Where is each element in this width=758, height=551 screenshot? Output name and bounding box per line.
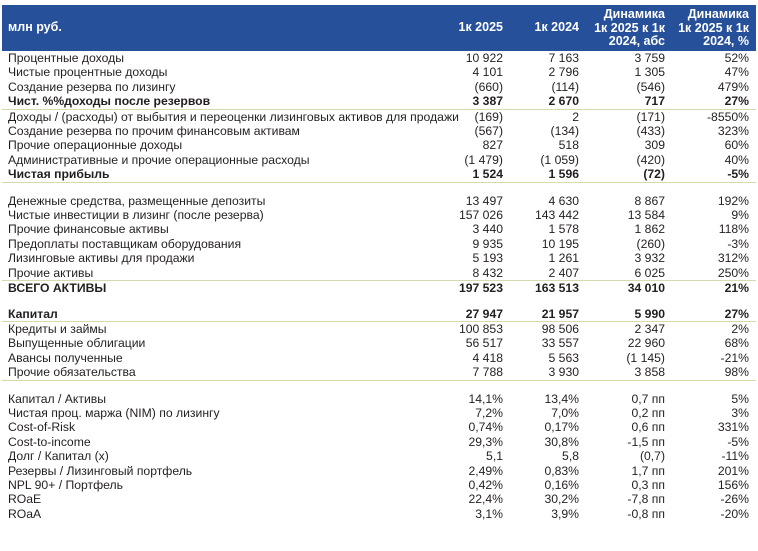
cell-q1-2025: 2,49% — [468, 463, 503, 478]
cell-delta-abs: 0,6 пп — [631, 420, 665, 435]
cell-delta-abs: 2 347 — [634, 321, 665, 336]
cell-delta-abs: -1,5 пп — [627, 434, 665, 449]
row-label: Cost-of-Risk — [8, 420, 76, 435]
row-label: Создание резерва по прочим финансовым активам — [8, 124, 300, 139]
header-col-q1-2024: 1к 2024 — [510, 5, 586, 51]
cell-delta-pct: 98% — [672, 365, 756, 380]
cell-q1-2024: (114) — [551, 79, 579, 94]
cell-delta-abs: (433) — [636, 124, 665, 139]
cell-delta-abs: 0,3 пп — [631, 477, 665, 492]
cell-delta-pct: -8550% — [706, 109, 749, 124]
header-row — [2, 5, 756, 51]
cell-delta-pct: 192% — [717, 193, 749, 208]
cell-q1-2024: 30,2% — [544, 492, 579, 507]
cell-q1-2025: 197 523 — [458, 281, 503, 296]
cell-delta-pct: 2% — [731, 321, 749, 336]
table-row — [2, 109, 756, 124]
table-row — [2, 507, 756, 521]
table-row — [2, 124, 756, 138]
cell-q1-2024: 0,16% — [544, 477, 579, 492]
cell-delta-pct: 156% — [717, 477, 749, 492]
cell-q1-2025: 4 418 — [472, 350, 503, 365]
table-row — [2, 266, 756, 281]
section-spacer-cell — [2, 380, 756, 392]
cell-q1-2024: 0,17% — [544, 420, 579, 435]
row-label: ROaA — [8, 506, 42, 521]
row-label: Чистая проц. маржа (NIM) по лизингу — [8, 405, 220, 420]
table-row — [2, 435, 756, 449]
section-spacer-cell — [2, 296, 756, 307]
cell-q1-2024: 0,83% — [544, 463, 579, 478]
row-label: Прочие обязательства — [2, 365, 434, 380]
header-col-q1-2025: 1к 2025 — [434, 5, 510, 51]
cell-q1-2024: 13,4% — [544, 391, 579, 406]
cell-delta-abs: (1 145) — [626, 350, 665, 365]
cell-delta-abs: 5 990 — [586, 307, 672, 322]
cell-q1-2025: 1 524 — [434, 167, 510, 182]
cell-q1-2024: 518 — [558, 138, 579, 153]
cell-q1-2025: 7,2% — [475, 405, 503, 420]
cell-delta-abs: (546) — [636, 79, 665, 94]
table-row — [2, 167, 756, 182]
cell-q1-2024: 5 563 — [548, 350, 579, 365]
row-label: Чистая прибыль — [2, 167, 434, 182]
cell-delta-abs: 3 759 — [634, 51, 665, 65]
header-col-delta-pct — [672, 5, 756, 51]
cell-q1-2025: 14,1% — [468, 391, 503, 406]
cell-delta-abs: 8 867 — [634, 193, 665, 208]
header-unit-label: млн руб. — [2, 5, 434, 51]
cell-delta-abs: 22 960 — [627, 336, 665, 351]
cell-delta-pct: -26% — [720, 492, 749, 507]
table-row — [2, 281, 756, 296]
cell-delta-abs: 3 932 — [634, 251, 665, 266]
cell-q1-2024: 1 578 — [548, 222, 579, 237]
cell-q1-2025: 4 101 — [472, 65, 503, 80]
row-label: Cost-to-income — [8, 434, 91, 449]
table-row — [2, 251, 756, 265]
table-row — [2, 307, 756, 322]
cell-q1-2025: 10 922 — [465, 51, 503, 65]
cell-delta-pct: 331% — [717, 420, 749, 435]
cell-q1-2025: 29,3% — [468, 434, 503, 449]
table-row — [2, 449, 756, 463]
table-body — [2, 51, 756, 521]
cell-delta-abs: 0,2 пп — [631, 405, 665, 420]
section-spacer — [2, 182, 756, 194]
cell-delta-pct: 118% — [718, 222, 749, 237]
table-row — [2, 222, 756, 236]
cell-delta-abs: 309 — [644, 138, 665, 153]
cell-q1-2025: 100 853 — [458, 321, 503, 336]
table-row — [2, 80, 756, 94]
cell-q1-2025: 13 497 — [465, 193, 503, 208]
row-label: Прочие активы — [2, 266, 434, 281]
cell-delta-pct: 312% — [717, 251, 749, 266]
cell-q1-2025: 22,4% — [468, 492, 503, 507]
cell-q1-2025: 5 193 — [472, 251, 503, 266]
financial-summary-table — [0, 5, 758, 551]
cell-delta-pct: -11% — [721, 449, 749, 464]
cell-delta-abs: 13 584 — [627, 208, 665, 223]
header-delta-abs-line1: Динамика — [603, 7, 665, 22]
cell-delta-abs: (260) — [636, 236, 665, 251]
cell-q1-2024: 33 557 — [541, 336, 579, 351]
section-spacer — [2, 380, 756, 392]
row-label: Чист. %%доходы после резервов — [2, 94, 434, 109]
cell-delta-pct: 323% — [717, 124, 749, 139]
row-label: Кредиты и займы — [8, 321, 107, 336]
table-row — [2, 237, 756, 251]
cell-delta-abs: 1,7 пп — [631, 463, 665, 478]
cell-q1-2024: 163 513 — [534, 281, 579, 296]
cell-q1-2025: 3 387 — [434, 94, 510, 109]
row-label: Прочие операционные доходы — [8, 138, 183, 153]
cell-delta-abs: (0,7) — [639, 449, 665, 464]
cell-q1-2025: 27 947 — [434, 307, 510, 322]
table-row — [2, 65, 756, 79]
cell-q1-2024: 1 596 — [510, 167, 586, 182]
table-row — [2, 208, 756, 222]
cell-q1-2024: 3,9% — [551, 506, 579, 521]
cell-delta-pct: 21% — [724, 281, 749, 296]
section-spacer — [2, 296, 756, 307]
row-label: Создание резерва по лизингу — [8, 79, 176, 94]
table-row — [2, 420, 756, 434]
cell-delta-abs: 717 — [586, 94, 672, 109]
cell-q1-2025: 157 026 — [458, 208, 503, 223]
cell-delta-pct: 3% — [731, 405, 749, 420]
header-delta-abs-line2: 1к 2025 к 1к — [594, 20, 665, 35]
cell-delta-pct: 27% — [672, 94, 756, 109]
cell-q1-2024: 3 930 — [510, 365, 586, 380]
header-delta-pct-line2: 1к 2025 к 1к — [678, 20, 749, 35]
header-col-delta-abs — [586, 5, 672, 51]
cell-delta-pct: 47% — [724, 65, 749, 80]
cell-delta-abs: 6 025 — [586, 266, 672, 281]
table-row — [2, 365, 756, 380]
row-label: Капитал — [2, 307, 434, 322]
cell-delta-pct: 52% — [724, 51, 749, 65]
row-label: Авансы полученные — [8, 350, 123, 365]
row-label: ROaE — [8, 492, 42, 507]
cell-delta-pct: 479% — [717, 79, 749, 94]
row-label: Лизинговые активы для продажи — [8, 251, 195, 266]
row-label: Денежные средства, размещенные депозиты — [8, 193, 266, 208]
cell-q1-2024: 2 407 — [510, 266, 586, 281]
cell-delta-pct: 9% — [731, 208, 749, 223]
header-delta-pct-line1: Динамика — [687, 7, 749, 22]
cell-q1-2024: 1 261 — [548, 251, 579, 266]
cell-q1-2025: 8 432 — [434, 266, 510, 281]
table-row — [2, 351, 756, 365]
cell-q1-2024: 143 442 — [534, 208, 579, 223]
cell-q1-2024: 7,0% — [551, 405, 579, 420]
table-row — [2, 321, 756, 336]
cell-delta-pct: 5% — [731, 391, 749, 406]
cell-delta-pct: 27% — [672, 307, 756, 322]
table-row — [2, 464, 756, 478]
cell-q1-2025: (1 479) — [464, 152, 503, 167]
cell-q1-2025: 3,1% — [475, 506, 503, 521]
cell-delta-abs: 1 862 — [634, 222, 665, 237]
cell-delta-abs: 34 010 — [627, 281, 665, 296]
cell-q1-2024: 98 506 — [541, 321, 579, 336]
row-label: Прочие финансовые активы — [8, 222, 169, 237]
cell-q1-2025: 5,1 — [486, 449, 503, 464]
table-row — [2, 492, 756, 506]
table-row — [2, 392, 756, 406]
table-row — [2, 194, 756, 208]
table-header — [2, 5, 756, 51]
table-row — [2, 406, 756, 420]
row-label: Чистые процентные доходы — [8, 65, 168, 80]
cell-q1-2025: 3 440 — [472, 222, 503, 237]
section-spacer-cell — [2, 182, 756, 194]
cell-q1-2024: 4 630 — [548, 193, 579, 208]
cell-delta-abs: (72) — [586, 167, 672, 182]
header-delta-pct-line3: 2024, % — [703, 33, 749, 48]
cell-delta-pct: -5% — [672, 167, 756, 182]
cell-q1-2024: 21 957 — [510, 307, 586, 322]
cell-q1-2024: (1 059) — [540, 152, 579, 167]
cell-q1-2025: 827 — [482, 138, 503, 153]
cell-q1-2024: 30,8% — [544, 434, 579, 449]
cell-q1-2024: 5,8 — [562, 449, 579, 464]
cell-delta-pct: 250% — [672, 266, 756, 281]
row-label: Процентные доходы — [8, 51, 124, 65]
cell-delta-pct: -20% — [720, 506, 749, 521]
cell-q1-2024: 2 796 — [548, 65, 579, 80]
cell-q1-2025: (567) — [474, 124, 503, 139]
row-label: Долг / Капитал (x) — [8, 449, 109, 464]
cell-delta-pct: -21% — [720, 350, 749, 365]
cell-delta-abs: -0,8 пп — [627, 506, 665, 521]
cell-delta-abs: (420) — [636, 152, 665, 167]
cell-q1-2025: 56 517 — [465, 336, 503, 351]
cell-delta-pct: -5% — [727, 434, 749, 449]
row-label: Выпущенные облигации — [8, 336, 146, 351]
cell-q1-2025: 0,42% — [468, 477, 503, 492]
cell-q1-2025: 0,74% — [468, 420, 503, 435]
cell-q1-2025: (169) — [474, 109, 503, 124]
cell-delta-pct: 60% — [724, 138, 749, 153]
row-label: Предоплаты поставщикам оборудования — [8, 236, 242, 251]
cell-q1-2025: 9 935 — [472, 236, 503, 251]
row-label: Чистые инвестиции в лизинг (после резерва) — [8, 208, 264, 223]
row-label: Административные и прочие операционные расходы — [8, 152, 310, 167]
cell-delta-pct: 40% — [724, 152, 749, 167]
table-row — [2, 51, 756, 65]
cell-q1-2024: 2 670 — [510, 94, 586, 109]
row-label: Доходы / (расходы) от выбытия и переоценки лизинговых активов для продажи — [8, 109, 459, 124]
row-label: Капитал / Активы — [8, 391, 106, 406]
table-row — [2, 478, 756, 492]
cell-delta-abs: (171) — [636, 109, 665, 124]
cell-delta-pct: -3% — [727, 236, 749, 251]
cell-delta-pct: 201% — [717, 463, 749, 478]
financials-table — [2, 5, 756, 521]
cell-q1-2024: 7 163 — [548, 51, 579, 65]
row-label: ВСЕГО АКТИВЫ — [8, 281, 107, 296]
table-row — [2, 336, 756, 350]
cell-delta-pct: 68% — [724, 336, 749, 351]
cell-delta-abs: 0,7 пп — [631, 391, 665, 406]
cell-q1-2025: 7 788 — [434, 365, 510, 380]
cell-q1-2024: 10 195 — [541, 236, 579, 251]
table-row — [2, 138, 756, 152]
cell-q1-2025: (660) — [474, 79, 503, 94]
row-label: NPL 90+ / Портфель — [8, 477, 123, 492]
cell-delta-abs: 3 858 — [586, 365, 672, 380]
cell-delta-abs: 1 305 — [634, 65, 665, 80]
table-row — [2, 153, 756, 167]
row-label: Резервы / Лизинговый портфель — [8, 463, 193, 478]
cell-q1-2024: (134) — [550, 124, 579, 139]
header-delta-abs-line3: 2024, абс — [608, 33, 665, 48]
cell-delta-abs: -7,8 пп — [627, 492, 665, 507]
cell-q1-2024: 2 — [572, 109, 579, 124]
table-row — [2, 94, 756, 109]
